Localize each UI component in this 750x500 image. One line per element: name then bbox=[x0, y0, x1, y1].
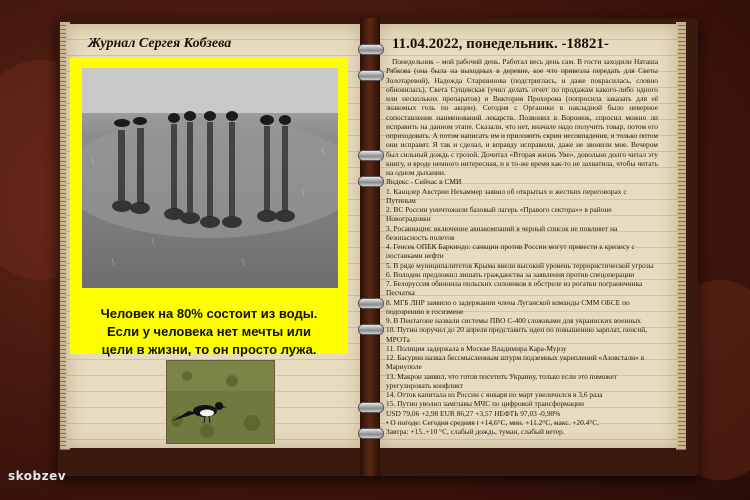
weather-tomorrow: Завтра: +15..+10 °C, слабый дождь, туман, слабый ветер. bbox=[386, 427, 565, 436]
news-header: Яндекс - Сейчас в СМИ bbox=[386, 177, 462, 187]
news-item: 15. Путин уволил замглавы МЧС по цифровой трансформации bbox=[386, 399, 584, 409]
news-item: 8. МГБ ЛНР заявило о задержании члена Луганской команды СММ ОБСЕ по подозрению в госизмене bbox=[386, 297, 630, 316]
quote-line: Если у человека нет мечты или bbox=[106, 324, 312, 339]
binder-ring bbox=[358, 70, 384, 81]
binder-ring bbox=[358, 298, 384, 309]
quote-line: Человек на 80% состоит из воды. bbox=[100, 306, 318, 321]
weather-today: • О погоде: Сегодня средняя t +14,6°C, мин. +11.2°C, макс. +20.4°C. bbox=[386, 417, 600, 427]
journal-entry bbox=[386, 57, 658, 436]
rain-puddle-with-shoes-image bbox=[82, 68, 338, 288]
news-item: 9. В Пентагоне назвали системы ПВО С-400 сложными для украинских военных bbox=[386, 316, 641, 325]
binder-ring bbox=[358, 176, 384, 187]
author-watermark: skobzev bbox=[8, 469, 67, 483]
news-item: 6. Володин предложил лишать гражданства за заявления против спецоперации bbox=[386, 269, 635, 279]
entry-date-title: 11.04.2022, понедельник. -18821- bbox=[392, 36, 609, 52]
news-item: 4. Генсек ОПЕК Баркиндо: санкции против России могут привести к кризису с поставками нефти bbox=[386, 242, 635, 261]
binder-ring bbox=[358, 44, 384, 55]
binder-ring bbox=[358, 402, 384, 413]
exchange-rates: USD 79,06 +2,98 EUR 86,27 +3,57 НЕФТЬ 97,03 -0,98% bbox=[386, 408, 561, 418]
entry-intro: Понедельник – мой рабочий день. Работал весь день сам. В гости заходили Наташа Рябкова (она была на выходных в деревне, кое что привезла передать для Светы Золотаревой), Надежда Старшинова (подстриглась, и даже покрасилась, словно обновилась), Света Сущевская (учил делать отчет по продажам какого-либо одного или нескольких препаратов) и Виктория Прохорова (попросила заказать для её знакомых гель по акции). Сегодня с Органики в накладной было неверное сопоставление наименований лекарств. Позвонил в Воронеж, спросил можно ли исправить на данном этапе. Сказали, что нет, вначале надо получить товар, потом его оприходовать. А потом написать им и приложить скрин несовпадения, и только потом они исправят. Я так и сделал, и вправду исправили, даже не звонили мне. Вечером был сильный дождь с грозой. Дочитал «Вторая жизнь Уве», довольно долго читал эту книгу, и вроде немного интересная, и в то-же время как-то не захватила, чтобы читать на одном дыхании. bbox=[386, 57, 658, 177]
news-item: 2. ВС России уничтожили базовый лагерь «Правого сектора»» в районе Новоградовки bbox=[386, 205, 612, 224]
rain-puddle-photo bbox=[82, 68, 338, 288]
news-item: 1. Канцлер Австрии Нехаммер заявил об открытых и жестких переговорах с Путиным bbox=[386, 186, 627, 205]
magpie-on-grass-image bbox=[167, 361, 274, 443]
news-item: 12. Басурин назвал бессмысленным штурм подземных укреплений «Азовстали» в Мариуполе bbox=[386, 353, 645, 372]
quote-line: цели в жизни, то он просто лужа. bbox=[101, 342, 317, 357]
binder-ring bbox=[358, 428, 384, 439]
news-item: 7. Белоруссия обвинила польских силовиков в обстреле из рогатки пограничника Песчатка bbox=[386, 279, 643, 298]
binder-ring bbox=[358, 150, 384, 161]
binder-ring bbox=[358, 324, 384, 335]
magpie-photo bbox=[166, 360, 275, 444]
news-item: 14. Отток капитала из России с января по март увеличился в 3,6 раза bbox=[386, 390, 603, 399]
journal-title: Журнал Сергея Кобзева bbox=[88, 36, 232, 51]
news-item: 5. В ряде муниципалитетов Крыма ввели высокий уровень террористической угрозы bbox=[386, 260, 654, 270]
news-item: 11. Полиция задержала в Москве Владимира Кара-Мурзу bbox=[386, 343, 567, 353]
news-item: 3. Росавиация: включение авиакомпаний в черный список не повлияет на безопасность полетов bbox=[386, 223, 618, 242]
news-item: 10. Путин поручил до 20 апреля представить идеи по повышению зарплат, пенсий, МРОТа bbox=[386, 325, 648, 344]
quote-text bbox=[74, 305, 344, 359]
news-item: 13. Макрон заявил, что готов посетить Украину, только если это поможет урегулировать конфликт bbox=[386, 371, 617, 390]
